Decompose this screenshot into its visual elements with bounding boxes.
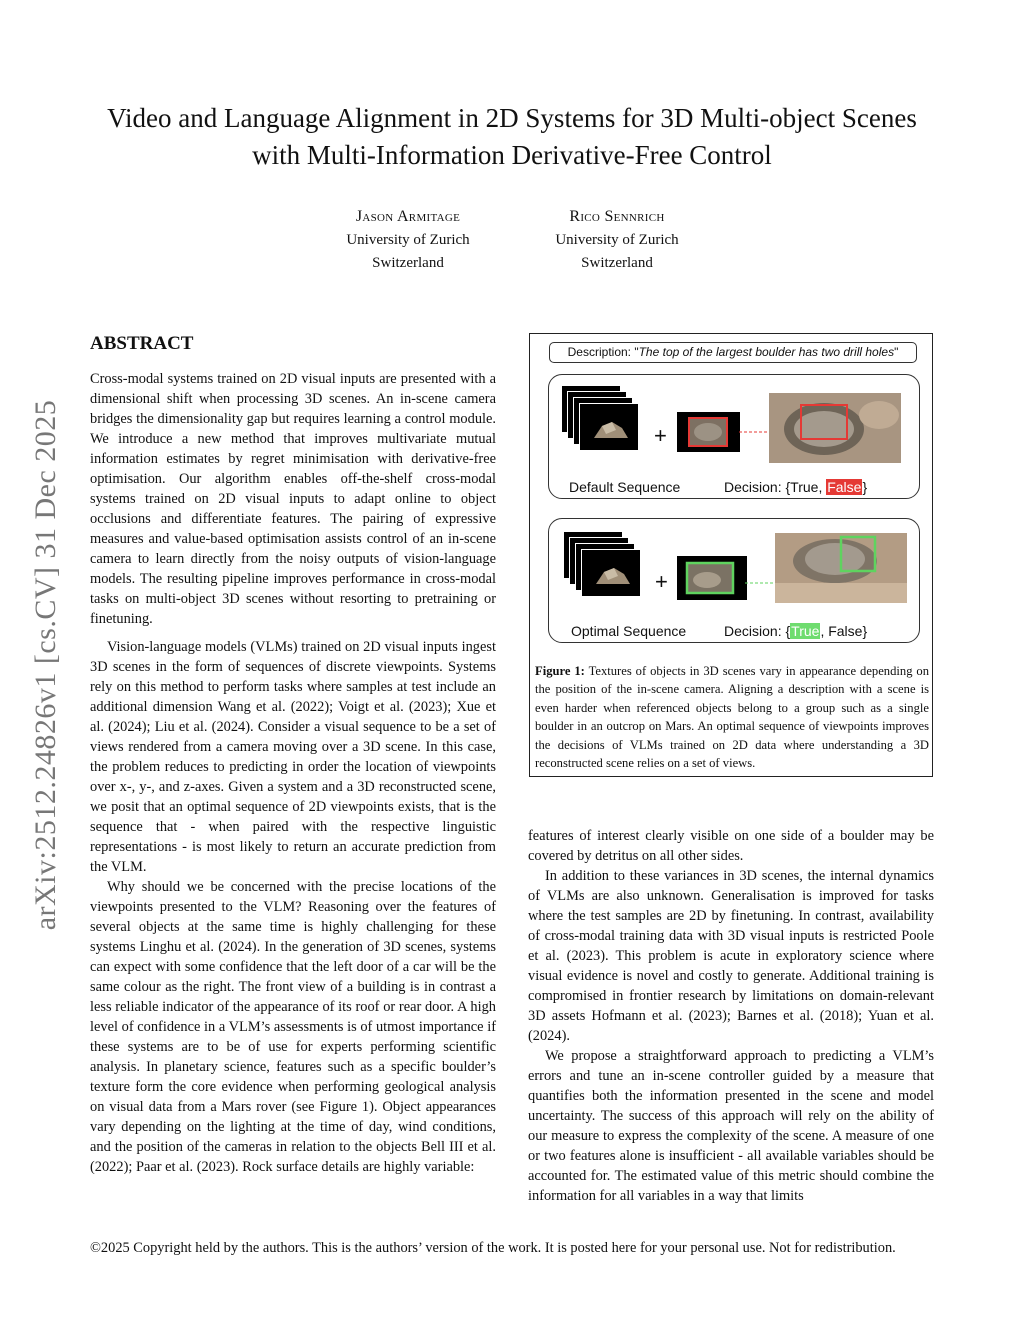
default-decision [724,479,867,495]
scene-image [769,393,901,463]
sequence-frame-front [581,549,641,597]
description-suffix: " [894,345,899,359]
mars-scene [769,393,901,463]
title-line-1: Video and Language Alignment in 2D Systems for 3D Multi-object Scenes [107,103,917,133]
left-column [90,369,496,1177]
intro-paragraph-2: Why should we be concerned with the precise locations of the viewpoints presented to the VLM? Reasoning over the features of several objects at the same time is highly challenging for these systems Linghu et al. (2024). In the generation of 3D scenes, systems can expect with some confidence that the left door of a car will be the same colour as the right. The front view of a building is in contrast a less reliable indicator of the appearance of its roof or rear door. A high level of confidence in a VLM’s assessments is of utmost importance if these systems are to be of use for experts performing scientific analysis. In planetary science, features such as a specific boulder’s texture form the core evidence when performing geological analysis on visual data from a Mars rover (see Figure 1). Object appearances vary depending on the lighting at the time of day, wind conditions, and the position of the cameras in relation to the objects Bell III et al. (2022); Paar et al. (2023). Rock surface details are highly variable: [90,879,496,1175]
optimal-decision [724,623,867,639]
description-text: The top of the largest boulder has two drill holes [638,345,895,359]
plus-sign: + [654,423,667,448]
decision-separator: , [820,623,829,639]
scene-image [775,533,907,603]
decision-prefix: Decision: { [724,479,791,495]
author-country: Switzerland [372,255,444,271]
right-paragraph-3: We propose a straightforward approach to predicting a VLM’s errors and tune an in-scene controller guided by a measure that quantifies both the information presented in the scene and model uncertainty. The success of this approach will rely on the ability of our measure to express the complexity of the scene. A measure of one or two features alone is insufficient - all available variables should be accounted for. The estimated value of this metric should combine the information for all variables in a way that limits [528,1048,934,1204]
author-country: Switzerland [581,255,653,271]
plus-sign: + [655,569,668,594]
decision-true: True [790,479,819,495]
decision-true-highlight: True [791,623,820,639]
decision-suffix: } [862,479,868,495]
boulder-thumbnail [580,404,638,450]
intro-paragraph-1: Vision-language models (VLMs) trained on 2D visual inputs ingest 3D scenes in the form of sequences of discrete viewpoints. Systems rely on this method to perform tasks where samples at test include an additional dimension Wang et al. (2022); Voigt et al. (2023); Xue et al. (2024); Liu et al. (2024). Consider a visual sequence to be a set of views rendered from a camera moving over a 3D scene. In this case, the problem reduces to predicting in order the location of viewpoints over x-, y-, and z-axes. Given a system and a 3D reconstructed scene, we posit that an optimal sequence of 2D viewpoints exists, that is the sequence that - when paired with the respective linguistic representations - is most likely to return an accurate prediction from the VLM. [90,639,496,875]
copyright-footer: ©2025 Copyright held by the authors. This is the authors’ version of the work. It is posted here for your personal use. Not for redistribution. [90,1240,896,1256]
author-affiliation: University of Zurich [555,231,679,248]
description-prefix: Description: " [567,345,639,359]
abstract-text: Cross-modal systems trained on 2D visual inputs are presented with a dimensional shift when processing 3D scenes. An in-scene camera bridges the dimensionality gap but requires learning a control module. We introduce a new method that improves multivariate mutual information estimates by regret minimisation with derivative-free optimisation. Our algorithm enables off-the-shelf cross-modal systems trained on 2D visual inputs to adapt online to object occlusions and differentiate features. The pairing of expressive measures and value-based optimisation assists control of an in-scene camera to learn directly from the noisy outputs of vision-language models. The resulting pipeline improves performance in cross-modal tasks on multi-object 3D scenes without resorting to pretraining or finetuning. [90,371,496,627]
author-name: Jason Armitage [355,208,461,225]
author-name: Rico Sennrich [569,208,665,225]
paper-title [60,100,964,174]
crop-view [677,556,747,600]
right-paragraph-2: In addition to these variances in 3D scenes, the internal dynamics of VLMs are also unknown. Generalisation is improved for tasks where the test samples are 2D by finetuning. In contrast, availability of cross-modal training data with 3D visual inputs is restricted Poole et al. (2023). This problem is acute in exploratory science where visual evidence is novel and costly to generate. Additional training is compromised in frontier research by limitations on domain-relevant 3D assets Hofmann et al. (2023); Barnes et al. (2018); Yuan et al. (2024). [528,868,934,1044]
arxiv-stamp [26,370,66,960]
decision-prefix: Decision: { [724,623,791,639]
figure-description-box [549,342,917,363]
dashed-link-red [739,430,771,434]
figure-caption [535,662,929,772]
right-column [528,826,934,1206]
title-line-2: with Multi-Information Derivative-Free Control [252,140,772,170]
decision-separator: , [818,479,827,495]
right-paragraph-1: features of interest clearly visible on one side of a boulder may be covered by detritus on all other sides. [528,828,934,864]
decision-false-highlight: False [827,479,862,495]
caption-text: Textures of objects in 3D scenes vary in appearance depending on the position of the in-scene camera. Aligning a description with a scene is even harder when referenced objects belong to a group such as a single boulder in an outcrop on Mars. An optimal sequence of viewpoints improves the decisions of VLMs trained on 2D data where understanding a 3D reconstructed scene relies on a set of views. [535,664,930,771]
sequence-frame-front [579,403,639,451]
boulder-thumbnail [582,550,640,596]
default-sequence-panel [548,374,920,499]
crop-view [677,412,740,452]
author-affiliation: University of Zurich [346,231,470,248]
crop-image [677,556,747,600]
author-1 [308,205,508,276]
default-sequence-label: Default Sequence [569,479,681,495]
caption-label: Figure 1: [535,664,585,678]
figure-1 [529,333,933,777]
dashed-link-green [745,581,775,585]
decision-false: False [828,623,863,639]
decision-suffix: } [862,623,868,639]
optimal-sequence-label: Optimal Sequence [571,623,687,639]
arxiv-stamp-text: arXiv:2512.24826v1 [cs.CV] 31 Dec 2025 [29,399,62,931]
abstract-heading: ABSTRACT [90,333,194,354]
crop-image [677,412,740,452]
optimal-sequence-panel [548,518,920,643]
author-2 [517,205,717,276]
mars-scene [775,533,907,603]
